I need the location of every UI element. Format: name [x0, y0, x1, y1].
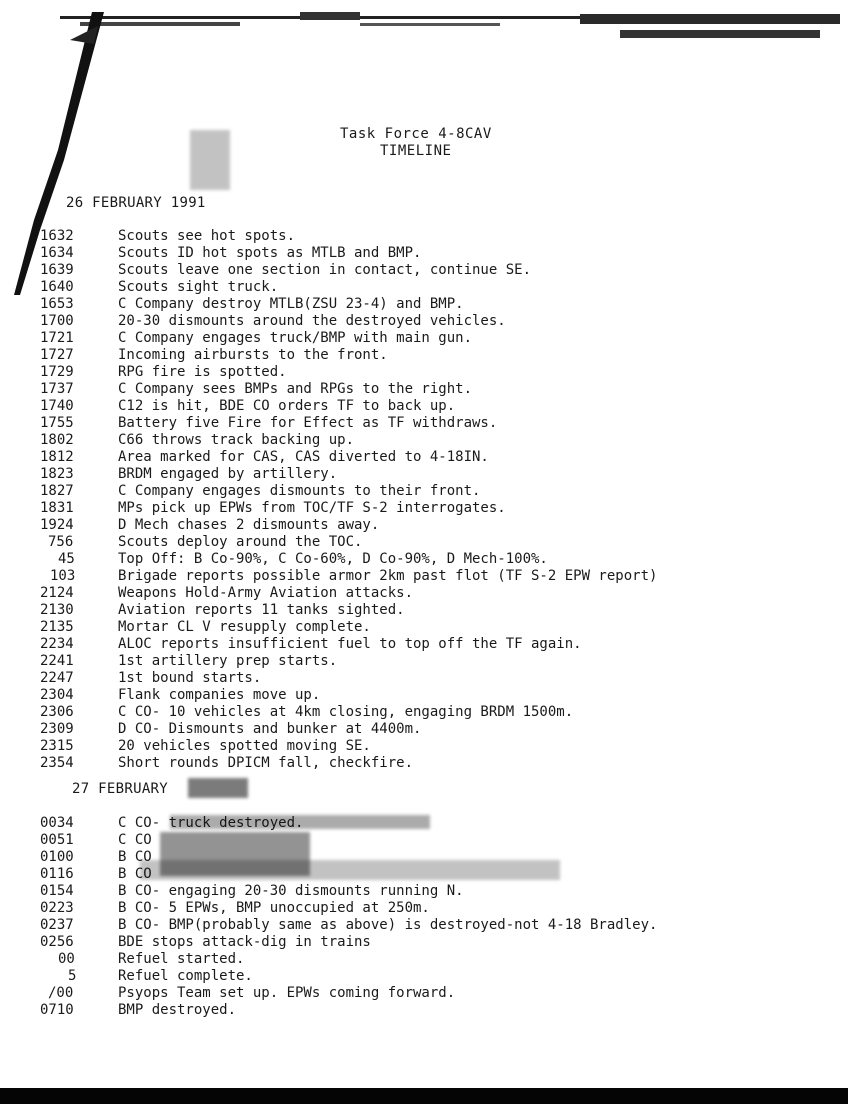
- entry-text: BMP destroyed.: [118, 1002, 237, 1018]
- entry-text: Short rounds DPICM fall, checkfire.: [118, 755, 414, 771]
- entry-time: 1634: [40, 245, 74, 261]
- entry-time: 2135: [40, 619, 74, 635]
- entry-text: C Company sees BMPs and RPGs to the right.: [118, 381, 473, 397]
- scan-noise-top: [60, 8, 840, 48]
- entry-text: Scouts deploy around the TOC.: [118, 534, 363, 550]
- entry-time: 1653: [40, 296, 74, 312]
- entry-text: C CO- 10 vehicles at 4km closing, engaging BRDM 1500m.: [118, 704, 574, 720]
- entry-text: Battery five Fire for Effect as TF withdraws.: [118, 415, 498, 431]
- scan-smudge: [140, 860, 560, 880]
- entry-text: 1st bound starts.: [118, 670, 262, 686]
- entry-time: 0237: [40, 917, 74, 933]
- entry-time: 1632: [40, 228, 74, 244]
- entry-time: 2315: [40, 738, 74, 754]
- entry-text: B CO- 5 EPWs, BMP unoccupied at 250m.: [118, 900, 430, 916]
- entry-text: C Company engages truck/BMP with main gun.: [118, 330, 473, 346]
- entry-time: 103: [50, 568, 76, 584]
- entry-time: 0034: [40, 815, 74, 831]
- entry-time: /00: [48, 985, 74, 1001]
- entry-text: B CO- BMP(probably same as above) is destroyed-not 4-18 Bradley.: [118, 917, 658, 933]
- entry-time: 1827: [40, 483, 74, 499]
- entry-time: 1812: [40, 449, 74, 465]
- entry-text: C CO- truck destroyed.: [118, 815, 304, 831]
- entry-time: 1740: [40, 398, 74, 414]
- entry-time: 2130: [40, 602, 74, 618]
- entry-time: 1721: [40, 330, 74, 346]
- entry-time: 1700: [40, 313, 74, 329]
- entry-time: 1729: [40, 364, 74, 380]
- entry-time: 5: [68, 968, 77, 984]
- entry-time: 1639: [40, 262, 74, 278]
- scan-smudge: [188, 778, 248, 798]
- entry-time: 2306: [40, 704, 74, 720]
- entry-time: 1755: [40, 415, 74, 431]
- entry-text: Scouts ID hot spots as MTLB and BMP.: [118, 245, 422, 261]
- entry-time: 1831: [40, 500, 74, 516]
- entry-time: 0256: [40, 934, 74, 950]
- entry-time: 2309: [40, 721, 74, 737]
- entry-time: 1737: [40, 381, 74, 397]
- entry-text: D Mech chases 2 dismounts away.: [118, 517, 380, 533]
- entry-text: Incoming airbursts to the front.: [118, 347, 388, 363]
- scan-smudge: [170, 815, 430, 829]
- entry-time: 1727: [40, 347, 74, 363]
- entry-time: 1924: [40, 517, 74, 533]
- scan-bottom-edge: [0, 1088, 848, 1104]
- entry-text: Flank companies move up.: [118, 687, 321, 703]
- entry-time: 2304: [40, 687, 74, 703]
- entry-text: BDE stops attack-dig in trains: [118, 934, 371, 950]
- section-date: 26 FEBRUARY 1991: [66, 195, 206, 211]
- entry-time: 2241: [40, 653, 74, 669]
- entry-text: Refuel started.: [118, 951, 245, 967]
- entry-text: B CO- engaging 20-30 dismounts running N.: [118, 883, 464, 899]
- entry-time: 1640: [40, 279, 74, 295]
- entry-text: Refuel complete.: [118, 968, 253, 984]
- entry-text: C66 throws track backing up.: [118, 432, 355, 448]
- entry-time: 756: [48, 534, 74, 550]
- entry-text: Aviation reports 11 tanks sighted.: [118, 602, 405, 618]
- entry-time: 2354: [40, 755, 74, 771]
- entry-time: 45: [58, 551, 75, 567]
- entry-time: 1802: [40, 432, 74, 448]
- page-title: Task Force 4-8CAV: [340, 126, 492, 142]
- entry-time: 1823: [40, 466, 74, 482]
- entry-text: 1st artillery prep starts.: [118, 653, 338, 669]
- entry-text: MPs pick up EPWs from TOC/TF S-2 interrogates.: [118, 500, 506, 516]
- entry-text: Scouts leave one section in contact, continue SE.: [118, 262, 532, 278]
- entry-time: 00: [58, 951, 75, 967]
- entry-text: Area marked for CAS, CAS diverted to 4-18IN.: [118, 449, 489, 465]
- entry-time: 0051: [40, 832, 74, 848]
- entry-text: C Company destroy MTLB(ZSU 23-4) and BMP.: [118, 296, 464, 312]
- scan-smudge: [190, 130, 230, 190]
- entry-time: 2247: [40, 670, 74, 686]
- entry-text: Mortar CL V resupply complete.: [118, 619, 371, 635]
- entry-time: 2234: [40, 636, 74, 652]
- entry-text: 20-30 dismounts around the destroyed vehicles.: [118, 313, 506, 329]
- entry-text: BRDM engaged by artillery.: [118, 466, 338, 482]
- entry-text: C12 is hit, BDE CO orders TF to back up.: [118, 398, 456, 414]
- entry-text: Scouts sight truck.: [118, 279, 279, 295]
- page-subtitle: TIMELINE: [380, 143, 452, 159]
- entry-time: 0116: [40, 866, 74, 882]
- entry-text: C Company engages dismounts to their front.: [118, 483, 481, 499]
- entry-text: ALOC reports insufficient fuel to top off the TF again.: [118, 636, 582, 652]
- entry-time: 0710: [40, 1002, 74, 1018]
- entry-text: RPG fire is spotted.: [118, 364, 287, 380]
- entry-text: D CO- Dismounts and bunker at 4400m.: [118, 721, 422, 737]
- entry-text: C CO: [118, 832, 152, 848]
- entry-text: B CO: [118, 866, 152, 882]
- entry-text: Psyops Team set up. EPWs coming forward.: [118, 985, 456, 1001]
- entry-time: 2124: [40, 585, 74, 601]
- entry-text: Weapons Hold-Army Aviation attacks.: [118, 585, 414, 601]
- entry-text: Scouts see hot spots.: [118, 228, 296, 244]
- entry-time: 0154: [40, 883, 74, 899]
- entry-time: 0223: [40, 900, 74, 916]
- section-date: 27 FEBRUARY: [72, 781, 169, 797]
- entry-text: Top Off: B Co-90%, C Co-60%, D Co-90%, D Mech-100%.: [118, 551, 548, 567]
- entry-text: Brigade reports possible armor 2km past flot (TF S-2 EPW report): [118, 568, 658, 584]
- entry-text: B CO: [118, 849, 152, 865]
- entry-time: 0100: [40, 849, 74, 865]
- entry-text: 20 vehicles spotted moving SE.: [118, 738, 371, 754]
